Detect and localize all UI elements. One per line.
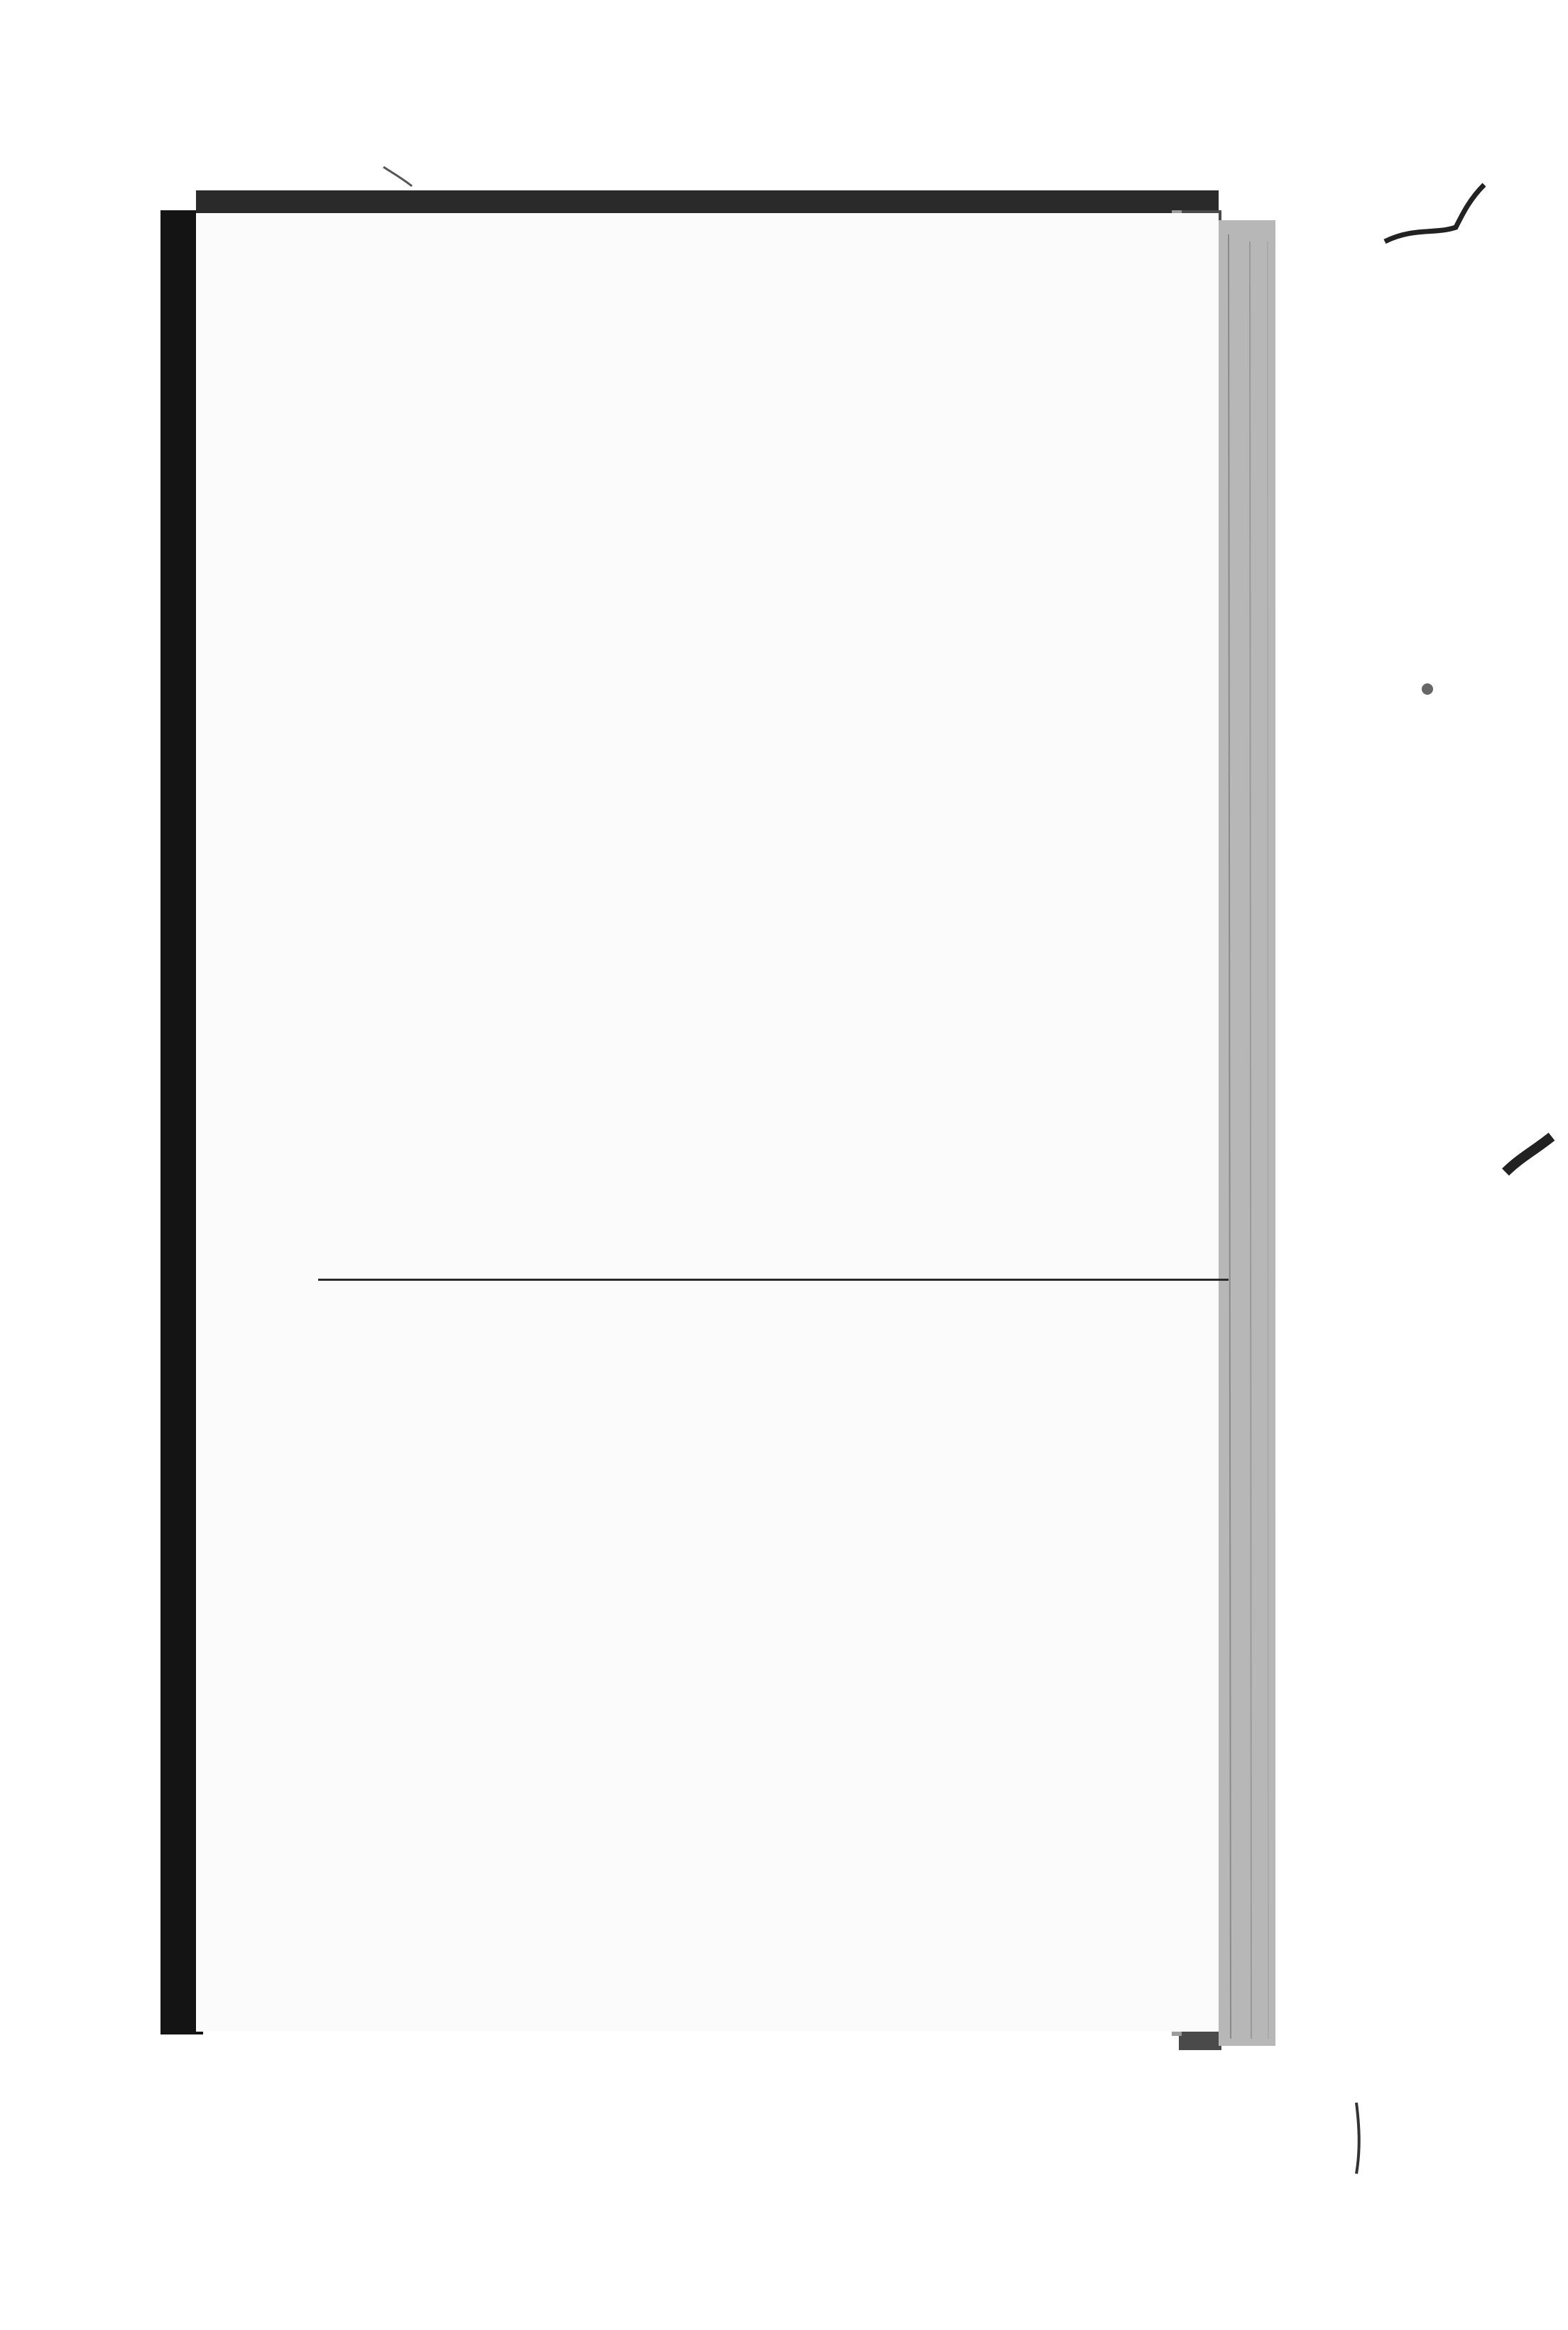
footnotes: [304, 1306, 1234, 1316]
footnote-rule: [318, 1279, 1229, 1281]
stray-mark: [383, 167, 412, 186]
stray-mark: [1506, 1137, 1552, 1172]
running-head: [196, 412, 1219, 457]
book-page: [196, 213, 1219, 2032]
facing-page-fragment: [0, 0, 114, 2330]
stray-mark: [1385, 185, 1484, 242]
stray-mark: [1356, 2103, 1359, 2174]
